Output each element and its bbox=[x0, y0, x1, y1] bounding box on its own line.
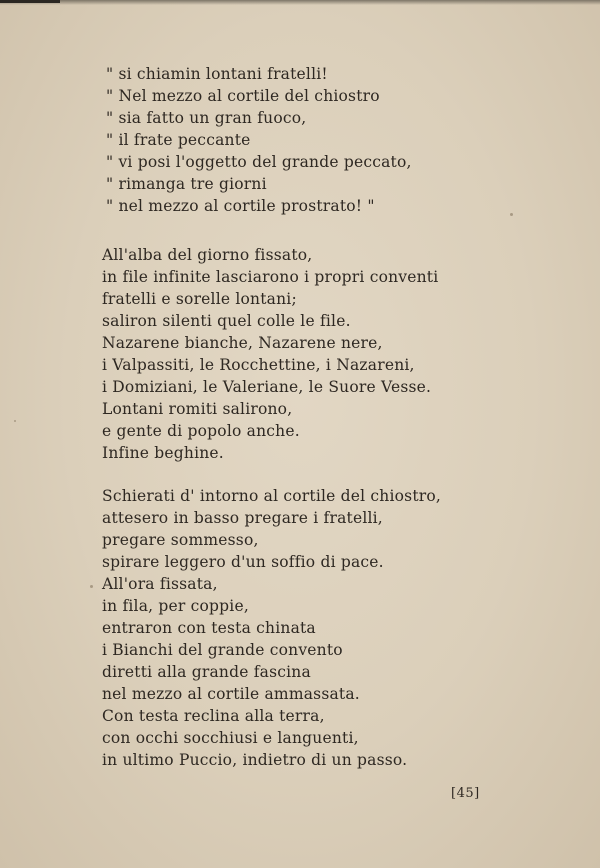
page-number: [45] bbox=[451, 786, 480, 801]
poem-line: " il frate peccante bbox=[106, 131, 251, 149]
poem-line: diretti alla grande fascina bbox=[102, 663, 311, 681]
stanza-1 bbox=[106, 63, 412, 217]
poem-line: i Domiziani, le Valeriane, le Suore Vesse. bbox=[102, 378, 432, 396]
poem-line: i Bianchi del grande convento bbox=[102, 641, 343, 659]
page-corner-edge bbox=[0, 0, 60, 3]
poem-line: " si chiamin lontani fratelli! bbox=[106, 65, 328, 83]
poem-line: con occhi socchiusi e languenti, bbox=[102, 729, 359, 747]
poem-line: saliron silenti quel colle le file. bbox=[102, 312, 351, 330]
poem-line: " nel mezzo al cortile prostrato! " bbox=[106, 197, 375, 215]
poem-line: attesero in basso pregare i fratelli, bbox=[102, 509, 383, 527]
poem-line: Con testa reclina alla terra, bbox=[102, 707, 325, 725]
poem-line: " rimanga tre giorni bbox=[106, 175, 267, 193]
paper-speck bbox=[14, 420, 16, 422]
poem-line: in ultimo Puccio, indietro di un passo. bbox=[102, 751, 408, 769]
poem-line: entraron con testa chinata bbox=[102, 619, 316, 637]
poem-line: Lontani romiti salirono, bbox=[102, 400, 293, 418]
poem-line: in file infinite lasciarono i propri conventi bbox=[102, 268, 439, 286]
poem-line: fratelli e sorelle lontani; bbox=[102, 290, 297, 308]
paper-speck bbox=[90, 585, 93, 588]
poem-line: " sia fatto un gran fuoco, bbox=[106, 109, 307, 127]
poem-line: i Valpassiti, le Rocchettine, i Nazareni, bbox=[102, 356, 415, 374]
poem-line: in fila, per coppie, bbox=[102, 597, 249, 615]
poem-line: All'alba del giorno fissato, bbox=[102, 246, 313, 264]
stanza-2 bbox=[102, 244, 438, 464]
poem-line: Infine beghine. bbox=[102, 444, 224, 462]
paper-speck bbox=[510, 213, 513, 216]
poem-line: " vi posi l'oggetto del grande peccato, bbox=[106, 153, 412, 171]
poem-line: pregare sommesso, bbox=[102, 531, 259, 549]
poem-line: nel mezzo al cortile ammassata. bbox=[102, 685, 360, 703]
stanza-3 bbox=[102, 485, 441, 771]
poem-line: spirare leggero d'un soffio di pace. bbox=[102, 553, 384, 571]
poem-line: All'ora fissata, bbox=[102, 575, 218, 593]
poem-line: Schierati d' intorno al cortile del chiostro, bbox=[102, 487, 442, 505]
page-top-shadow bbox=[0, 0, 600, 5]
poem-line: Nazarene bianche, Nazarene nere, bbox=[102, 334, 383, 352]
poem-line: e gente di popolo anche. bbox=[102, 422, 300, 440]
poem-line: " Nel mezzo al cortile del chiostro bbox=[106, 87, 380, 105]
